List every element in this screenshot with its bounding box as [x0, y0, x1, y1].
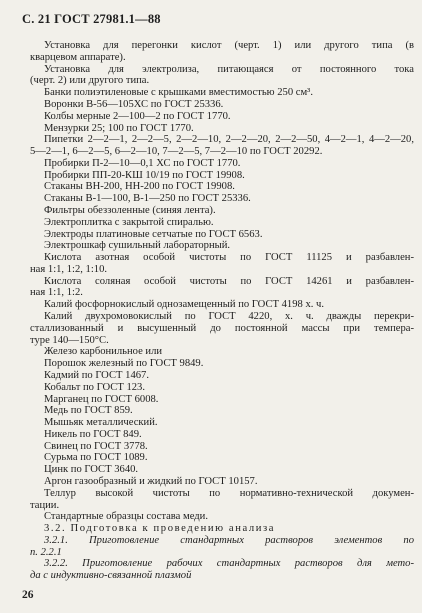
text-line: Никель по ГОСТ 849.: [44, 428, 142, 440]
text-line: туре 140—150°С.: [30, 334, 109, 346]
text-line: Калий фосфорнокислый однозамещенный по ГОСТ 4198 х. ч.: [44, 299, 325, 311]
text-line: п. 2.2.1: [30, 546, 62, 558]
text-line: Кислота соляная особой чистоты по ГОСТ 14261 и разбавлен-: [44, 275, 414, 287]
text-line: Установка для электролиза, питающаяся от постоянного тока: [44, 63, 414, 75]
text-line: Электрошкаф сушильный лабораторный.: [44, 240, 231, 252]
text-line: Свинец по ГОСТ 3778.: [44, 440, 148, 452]
text-line: Порошок железный по ГОСТ 9849.: [44, 358, 204, 370]
text-line: (черт. 2) или другого типа.: [30, 75, 150, 87]
text-line: 3.2.1. Приготовление стандартных растворов элементов по: [44, 534, 414, 546]
text-line: ная 1:1, 1:2, 1:10.: [30, 263, 108, 275]
text-line: да с индуктивно-связанной плазмой: [30, 570, 192, 582]
text-line: Стаканы В-1—100, В-1—250 по ГОСТ 25336.: [44, 193, 251, 205]
text-line: Установка для перегонки кислот (черт. 1) или другого типа (в: [44, 40, 414, 51]
text-line: Аргон газообразный и жидкий по ГОСТ 10157.: [44, 476, 258, 487]
text-line: Фильтры обеззоленные (синяя лента).: [44, 205, 216, 216]
text-line: Банки полиэтиленовые с крышками вместимостью 250 см³.: [44, 87, 314, 99]
text-line: Электроплитка с закрытой спиралью.: [44, 216, 214, 228]
text-line: Стандартные образцы состава меди.: [44, 511, 208, 523]
text-line: Кобальт по ГОСТ 123.: [44, 381, 145, 393]
text-line: Колбы мерные 2—100—2 по ГОСТ 1770.: [44, 110, 231, 122]
text-line: Железо карбонильное или: [44, 346, 163, 358]
text-line: Пробирки ПП-20-КШ 10/19 по ГОСТ 19908.: [44, 169, 245, 181]
text-line: Цинк по ГОСТ 3640.: [44, 464, 139, 476]
text-line: Пробирки П-2—10—0,1 ХС по ГОСТ 1770.: [44, 157, 241, 169]
text-line: Сурьма по ГОСТ 1089.: [44, 452, 148, 464]
page-number: 26: [22, 589, 34, 601]
text-line: Электроды платиновые сетчатые по ГОСТ 6563.: [44, 228, 263, 240]
text-line: Марганец по ГОСТ 6008.: [44, 393, 159, 405]
text-line: 3.2. Подготовка к проведению анализа: [44, 523, 276, 535]
text-line: тации.: [30, 499, 60, 511]
text-line: сталлизованный и высушенный до постоянной массы при темпера-: [30, 322, 414, 334]
text-line: Медь по ГОСТ 859.: [44, 405, 133, 417]
text-line: 5—2—1, 6—2—5, 6—2—10, 7—2—5, 7—2—10 по ГОСТ 20292.: [30, 146, 323, 157]
text-line: Мензурки 25; 100 по ГОСТ 1770.: [44, 122, 194, 134]
text-line: кварцевом аппарате).: [30, 51, 126, 63]
text-line: Пипетки 2—2—1, 2—2—5, 2—2—10, 2—2—20, 2—2—50, 4—2—1, 4—2—20,: [44, 134, 414, 146]
text-line: Калий двухромовокислый по ГОСТ 4220, х. ч. дважды перекри-: [44, 311, 414, 322]
text-line: Кислота азотная особой чистоты по ГОСТ 11125 и разбавлен-: [44, 252, 414, 264]
text-line: Стаканы ВН-200, НН-200 по ГОСТ 19908.: [44, 181, 235, 193]
page-header: С. 21 ГОСТ 27981.1—88: [22, 12, 161, 26]
text-line: Кадмий по ГОСТ 1467.: [44, 369, 149, 381]
text-line: Теллур высокой чистоты по нормативно-технической докумен-: [44, 487, 414, 499]
text-line: ная 1:1, 1:2.: [30, 287, 83, 299]
text-line: Мышьяк металлический.: [44, 417, 158, 428]
text-line: 3.2.2. Приготовление рабочих стандартных растворов для мето-: [44, 558, 414, 570]
text-line: Воронки В-56—105ХС по ГОСТ 25336.: [44, 98, 224, 110]
